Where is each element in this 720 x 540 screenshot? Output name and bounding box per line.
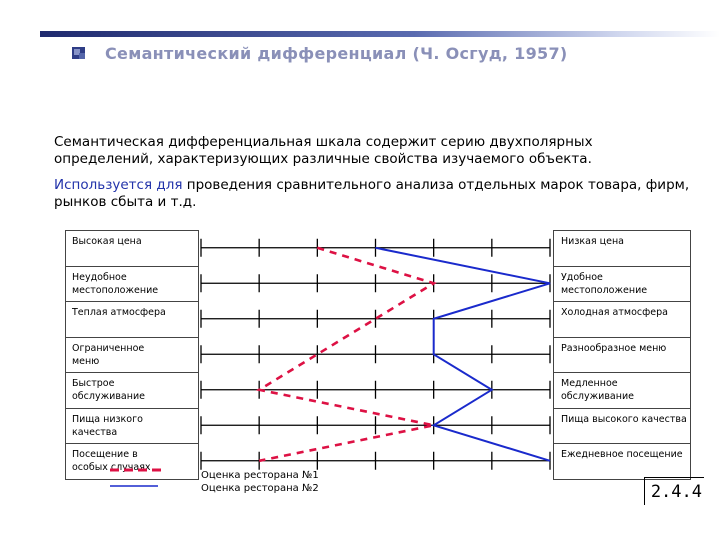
right-pole-label: Пища высокого качества <box>561 413 687 425</box>
right-pole-label: Холодная атмосфера <box>561 307 668 318</box>
right-pole-label: Низкая цена <box>561 236 625 247</box>
left-pole-label: Теплая атмосфера <box>72 307 166 318</box>
left-pole-label: Неудобное местоположение <box>72 271 159 296</box>
right-pole-label: Медленное обслуживание <box>561 378 634 402</box>
legend-item-1: Оценка ресторана №1 <box>201 470 319 481</box>
scale-graphics <box>65 230 691 481</box>
left-pole-label: Пища низкого качества <box>72 413 143 438</box>
page-title: Семантический дифференциал (Ч. Осгуд, 1957) <box>105 43 568 63</box>
legend-item-2: Оценка ресторана №2 <box>201 483 319 494</box>
left-pole-label: Высокая цена <box>72 236 142 247</box>
usage-text: проведения сравнительного анализа отдельных марок товара, фирм, рынков сбыта и т.д. <box>54 177 690 210</box>
semantic-differential-diagram <box>65 230 691 479</box>
title-row <box>72 40 568 66</box>
left-pole-label: Ограниченное меню <box>72 342 145 367</box>
square-bullet-icon <box>72 47 85 59</box>
usage-accent-text: Используется для <box>54 177 183 193</box>
left-pole-label: Быстрое обслуживание <box>72 378 145 402</box>
page-number: 2.4.4 <box>644 477 704 505</box>
right-pole-label: Удобное местоположение <box>561 271 648 296</box>
left-pole-label: Посещение в особых случаях <box>72 449 151 473</box>
title-accent-bar <box>40 31 720 37</box>
right-pole-label: Ежедневное посещение <box>561 449 683 460</box>
description-paragraph: Семантическая дифференциальная шкала содержит серию двухполярных определений, характеризующих различные свойства изучаемого объекта. <box>54 134 593 167</box>
usage-paragraph <box>54 177 694 211</box>
right-pole-label: Разнообразное меню <box>561 342 667 354</box>
